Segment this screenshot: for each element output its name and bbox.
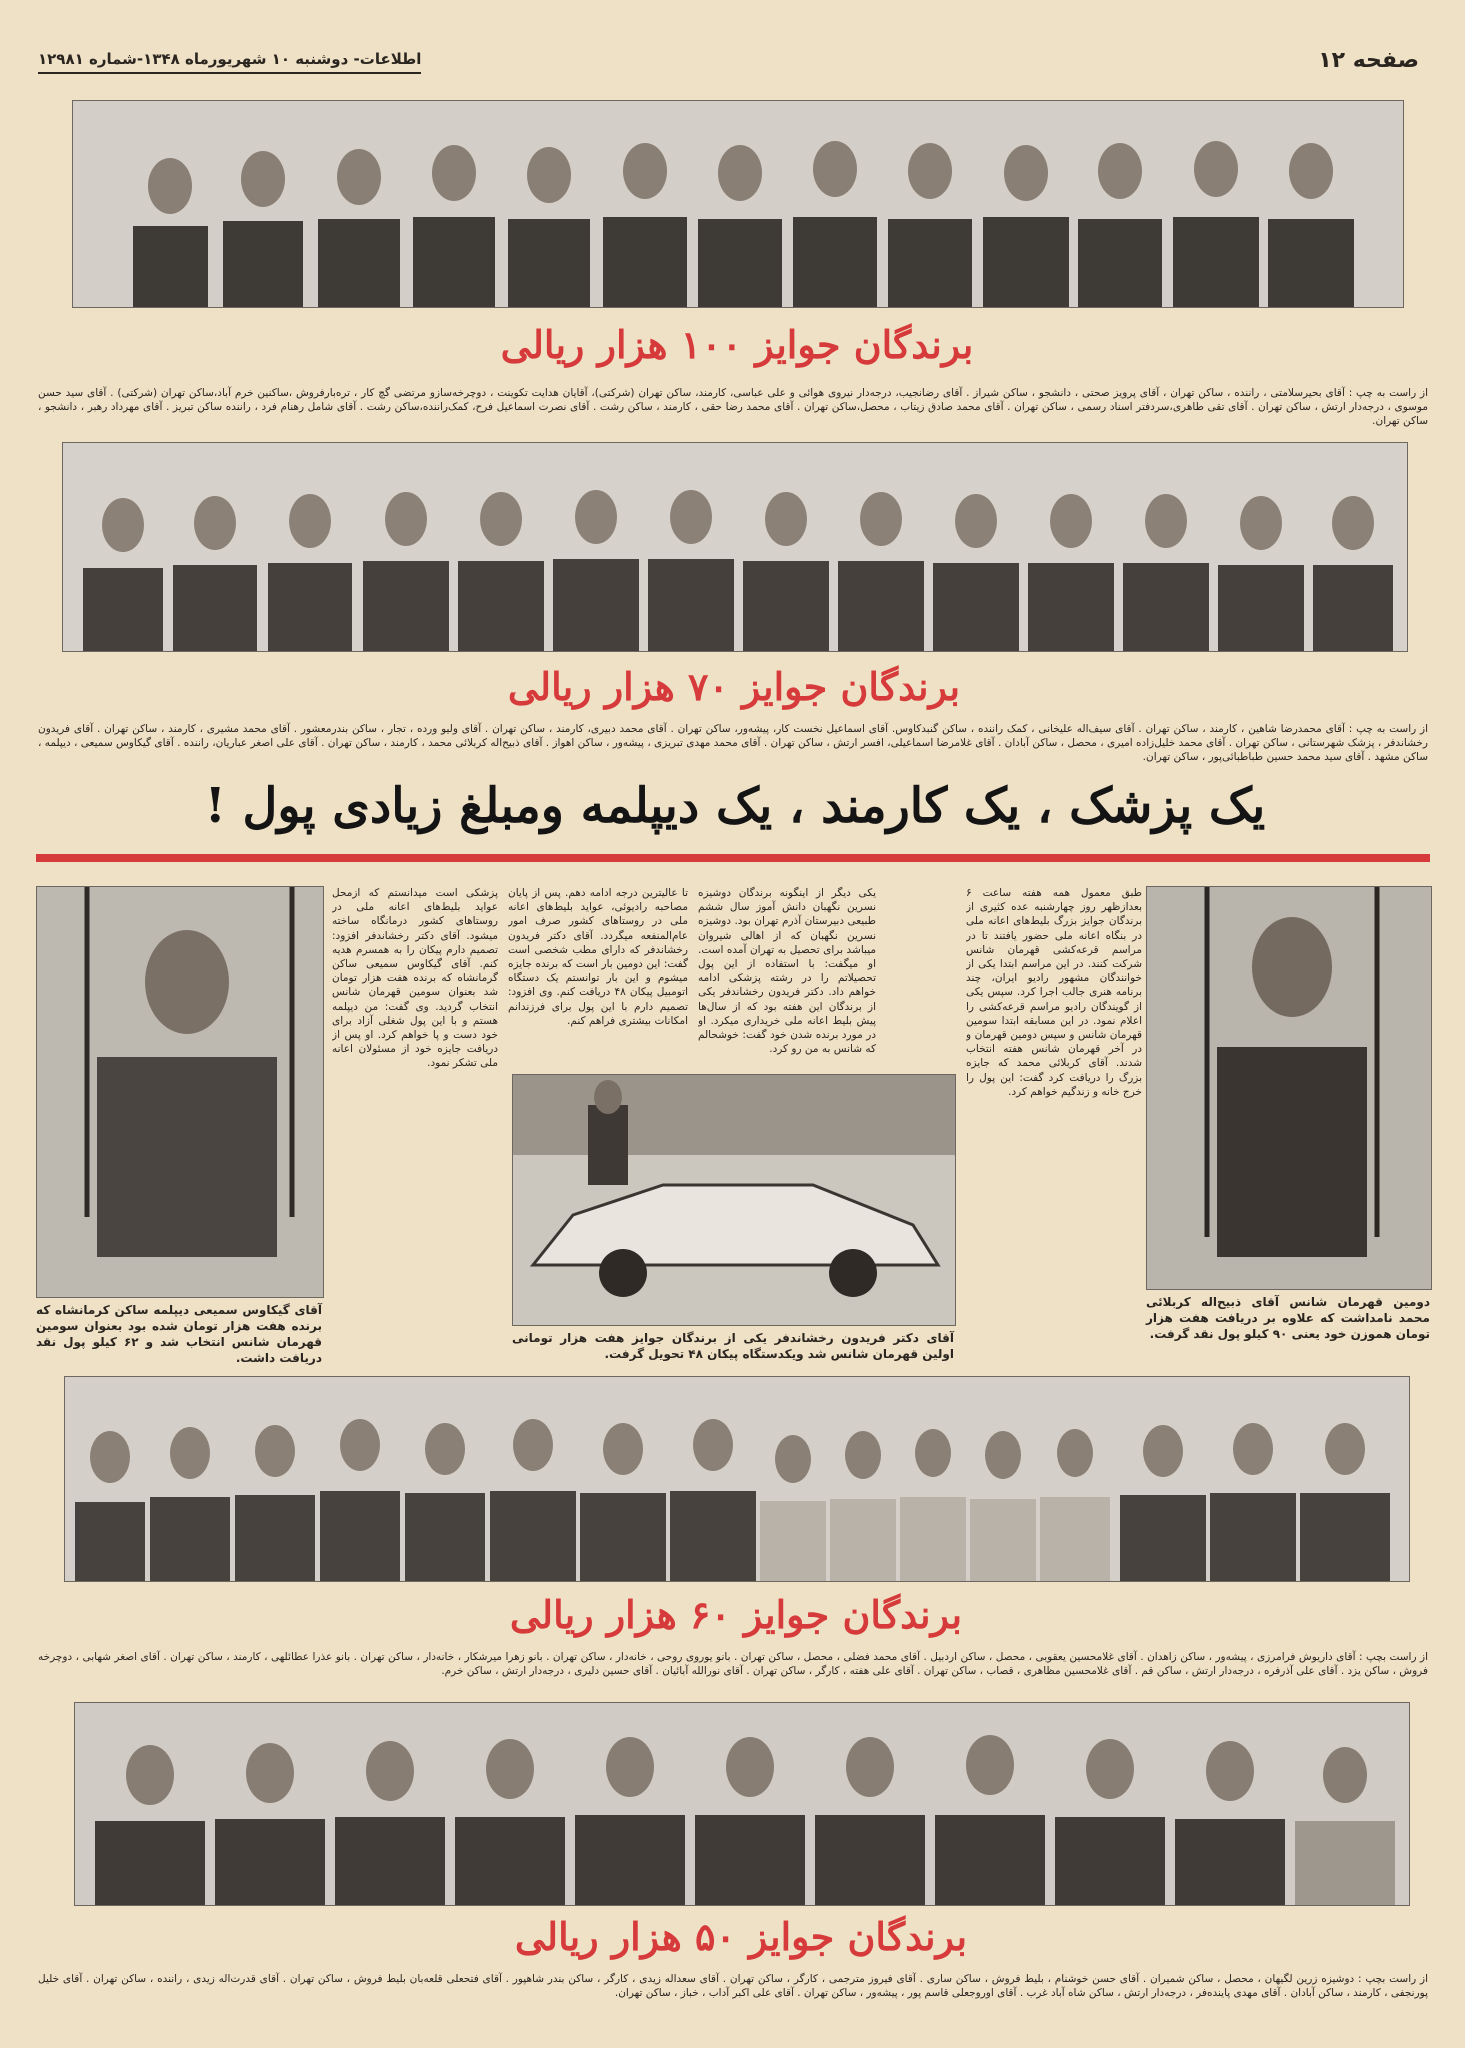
- page-number: صفحه ۱۲: [1318, 48, 1419, 73]
- group-photo-60k-image: [65, 1377, 1409, 1581]
- photo-third-winner-image: [37, 887, 323, 1297]
- caption-third-winner: آقای گیکاوس سمیعی دیپلمه ساکن کرمانشاه که برنده هفت هزار تومان شده بود بعنوان سومین قهرمان شانس انتخاب شد و ۶۲ کیلو پول نقد دریافت داشت.: [36, 1303, 322, 1365]
- names-100k: از راست به چپ : آقای بحیرسلامتی ، راننده ، ساکن تهران ، آقای پرویز صحتی ، دانشجو ، ساکن شیراز . آقای رضانجیب، درجه‌دار نیروی هوائی و علی عباسی، کارمند، ساکن تهران (شرکتی)، آقایان هدایت تکوینت ، دوچرخه‌سازو مرتضی گچ کار ، تره‌بارفروش ،ساکنین خرم آباد،ساکن تهران (شرکتی) . آقای سید حسن موسوی ، درجه‌دار ارتش ، ساکن تهران . آقای تقی طاهری،سردفتر اسناد رسمی ، ساکن تهران . آقای محمد صادق زیتاب ، محصل،ساکن تهران . آقای محمد رضا حقی ، کارمند ، ساکن رشت . آقای نصرت اسماعیل فرح، کمک‌راننده،ساکن رشت . آقای شامل رهنام فرد ، راننده ساکن تبریز . آقای مهرداد رهبر ، دانشجو ، ساکن تهران.: [38, 387, 1428, 427]
- photo-second-winner: [1146, 886, 1432, 1290]
- section-title-100k: برندگان جوایز ۱۰۰ هزار ریالی: [500, 322, 974, 367]
- group-photo-50k: [74, 1702, 1410, 1906]
- article-column-1: طبق معمول همه هفته ساعت ۶ بعدازظهر روز چهارشنبه عده کثیری از برندگان جوایز بزرگ بلیط‌های اعانه ملی در بنگاه اعانه ملی حضور یافتند تا در مراسم قرعه‌کشی قهرمان شانس شرکت کنند. در این مراسم ابتدا یکی از خوانندگان مشهور رادیو ایران، چند برنامه هنری جالب اجرا کرد. سپس یکی از گویندگان رادیو مراسم قرعه‌کشی را اعلام نمود. در این مسابقه ابتدا سومین قهرمان شانس و سپس دومین قهرمان و در آخر قهرمان شانس هفته انتخاب شدند. آقای کربلائی محمد که جایزه بزرگ را دریافت کرد گفت: این پول را خرج خانه و زندگیم خواهم کرد.: [966, 887, 1142, 1098]
- names-60k: از راست بچپ : آقای داریوش فرامرزی ، پیشه‌ور ، ساکن زاهدان . آقای غلامحسین یعقوبی ، محصل ، ساکن اردبیل . آقای محمد فضلی ، محصل ، ساکن تهران . بانو یوروی روحی ، خانه‌دار ، ساکن تهران . بانو زهرا میرشکار ، خانه‌دار ، ساکن تهران . بانو عذرا عطائلهی ، کارمند ، ساکن تهران . آقای اصغر شهابی ، دوچرخه فروش ، ساکن یزد . آقای علی آذرفره ، درجه‌دار ارتش ، ساکن قم . آقای غلامحسین مظاهری ، قصاب ، ساکن تهران . آقای علی هفته ، کارگر ، ساکن تهران . آقای نورالله آبائیان . آقای حسین دلیری ، درجه‌دار ارتش ، ساکن خرم.: [38, 1651, 1428, 1677]
- section-title-50k: برندگان جوایز ۵۰ هزار ریالی: [514, 1914, 968, 1959]
- group-photo-70k: [62, 442, 1408, 652]
- group-photo-100k: [72, 100, 1404, 308]
- article-column-2-top: یکی دیگر از اینگونه برندگان دوشیزه نسرین نگهبان دانش آموز سال ششم طبیعی دبیرستان آذرم تهران بود. دوشیزه نسرین نگهبان که از اهالی شیروان میباشد برای تحصیل به تهران آمده است. او میگفت: با استفاده از این پول تحصیلاتم را در رشته پزشکی ادامه خواهم داد. دکتر فریدون رخشاندفر یکی از برندگان این هفته بود که از سال‌ها پیش بلیط اعانه ملی خریداری میکرد. او در مورد برنده شدن خود گفت: خوشحالم که شانس به من رو کرد.: [698, 887, 876, 1056]
- article-column-4: پزشکی است میدانستم که ازمحل عواید بلیط‌های اعانه ملی در روستاهای کشور درمانگاه ساخته میشود. آقای دکتر رخشاندفر افزود: تصمیم دارم پیکان را به همسرم هدیه کنم. آقای گیکاوس سمیعی ساکن گرمانشاه که برنده هفت هزار تومان شد بعنوان سومین قهرمان شانس انتخاب گردید. وی گفت: من دیپلمه هستم و با این پول شغلی آزاد برای خود دست و پا خواهم کرد. او پس از دریافت جایزه خود از مسئولان اعانه ملی تشکر نمود.: [332, 887, 498, 1070]
- article-column-3: تا عالیترین درجه ادامه دهم. پس از پایان مصاحبه رادیوئی، عواید بلیط‌های اعانه ملی در روستاهای کشور صرف امور عام‌المنفعه میگردد. آقای دکتر فریدون رخشاندفر که دارای مطب شخصی است گفت: این دومین بار است که برنده جایزه میشوم و این بار توانستم یک دستگاه اتومبیل پیکان ۴۸ دریافت کنم. وی افزود: تصمیم دارم با این پول برای فرزندانم امکانات بیشتری فراهم کنم.: [508, 887, 688, 1027]
- issue-info: اطلاعات- دوشنبه ۱۰ شهریورماه ۱۳۴۸-شماره ۱۲۹۸۱: [38, 50, 421, 74]
- caption-car-winner: آقای دکتر فریدون رخشاندفر یکی از برندگان جوایز هفت هزار تومانی اولین قهرمان شانس شد ویکدستگاه پیکان ۴۸ تحویل گرفت.: [512, 1331, 954, 1361]
- group-photo-70k-image: [63, 443, 1407, 651]
- photo-second-winner-image: [1147, 887, 1431, 1289]
- photo-car-winner: [512, 1074, 956, 1326]
- group-photo-60k: [64, 1376, 1410, 1582]
- section-title-70k: برندگان جوایز ۷۰ هزار ریالی: [507, 664, 961, 709]
- group-photo-50k-image: [75, 1703, 1409, 1905]
- main-headline: یک پزشک ، یک کارمند ، یک دیپلمه ومبلغ زیادی پول !: [204, 778, 1266, 834]
- section-title-60k: برندگان جوایز ۶۰ هزار ریالی: [509, 1592, 963, 1637]
- names-50k: از راست بچپ : دوشیزه زرین لگیهان ، محصل ، ساکن شمیران . آقای حسن خوشنام ، بلیط فروش ، ساکن ساری . آقای فیروز مترجمی ، کارگر ، ساکن تهران . آقای سعداله زیدی ، کارگر ، ساکن بندر شاهپور . آقای فتحعلی قلعه‌بان بلیط فروش ، ساکن تهران . آقای قدرت‌اله زیدی ، راننده ، ساکن تهران . آقای خلیل پورنجفی ، کارمند ، ساکن آبادان . آقای مهدی پاینده‌فر ، درجه‌دار ارتش ، ساکن شاه آباد غرب . آقای اوروجعلی قاسم پور ، پیشه‌ور ، ساکن تهران . آقای علی اکبر آداب ، خباز ، ساکن تهران.: [38, 1973, 1428, 1999]
- photo-car-winner-image: [513, 1075, 955, 1325]
- red-divider: [36, 854, 1430, 862]
- photo-third-winner: [36, 886, 324, 1298]
- caption-second-winner: دومین قهرمان شانس آقای ذبیح‌اله کربلائی محمد نامداشت که علاوه بر دریافت هفت هزار تومان هموزن خود یعنی ۹۰ کیلو پول نقد گرفت.: [1146, 1295, 1430, 1341]
- group-photo-100k-image: [73, 101, 1403, 307]
- names-70k: از راست به چپ : آقای محمدرضا شاهین ، کارمند ، ساکن تهران . آقای سیف‌اله علیخانی ، کمک راننده ، ساکن گنبدکاوس. آقای اسماعیل نخست کار، پیشه‌ور، ساکن تهران . آقای محمد دبیری، کارمند ، ساکن تهران . آقای ولیو ورده ، تجار ، ساکن بندرمعشور . آقای محمد مشیری ، کارمند ، ساکن تهران . آقای فریدون رخشاندفر ، پزشک شهرستانی ، ساکن تهران . آقای محمد خلیل‌زاده امیری ، محصل ، ساکن آبادان . آقای غلامرضا اسماعیلی، افسر ارتش ، ساکن تهران . آقای محمد مهدی تبریزی ، پیشه‌ور ، ساکن اهواز . آقای ذبیح‌اله کربلائی محمد ، کارمند ، ساکن تهران . آقای علی اصغر عباریان، راننده . آقای گیکاوس سمیعی ، دیپلمه ، ساکن مشهد . آقای سید محمد حسین طباطبائی‌پور ، ساکن تهران.: [38, 723, 1428, 763]
